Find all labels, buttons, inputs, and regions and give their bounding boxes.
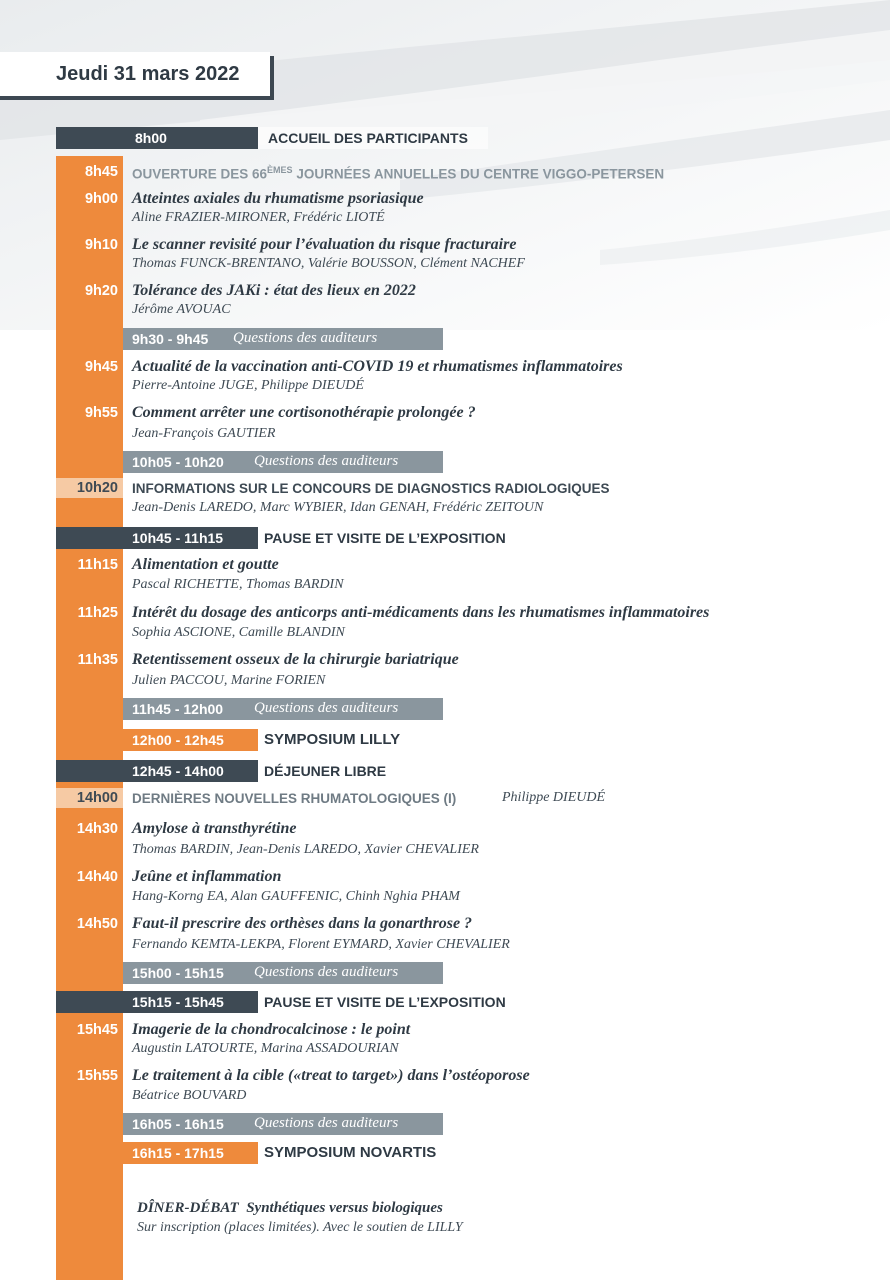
pause-label: PAUSE ET VISITE DE L’EXPOSITION [264,530,506,546]
talk-time: 9h55 [84,405,118,421]
accueil-label: ACCUEIL DES PARTICIPANTS [268,130,468,146]
talk-authors: Sophia ASCIONE, Camille BLANDIN [132,625,345,640]
talk-time: 15h55 [76,1068,118,1084]
news-time: 14h00 [76,790,118,806]
date-header [0,52,270,96]
dinner-title: DÎNER-DÉBAT Synthétiques versus biologiques [137,1200,443,1216]
questions-label: Questions des auditeurs [233,330,378,346]
questions-time: 11h45 - 12h00 [132,701,224,717]
talk-authors: Béatrice BOUVARD [132,1088,247,1103]
talk-authors: Aline FRAZIER-MIRONER, Frédéric LIOTÉ [132,210,385,225]
talk-authors: Pierre-Antoine JUGE, Philippe DIEUDÉ [132,378,364,393]
dinner-note: Sur inscription (places limitées). Avec le soutien de LILLY [137,1220,463,1235]
talk-title: Jeûne et inflammation [132,868,282,885]
talk-title: Actualité de la vaccination anti-COVID 19 et rhumatismes inflammatoires [132,358,623,375]
ouverture-time: 8h45 [84,164,118,180]
questions-time: 10h05 - 10h20 [132,454,224,470]
questions-label: Questions des auditeurs [254,700,399,716]
talk-title: Atteintes axiales du rhumatisme psoriasique [132,190,424,207]
questions-time: 16h05 - 16h15 [132,1116,224,1132]
talk-title: Le traitement à la cible («treat to target») dans l’ostéoporose [132,1067,530,1084]
talk-title: Comment arrêter une cortisonothérapie prolongée ? [132,404,476,421]
talk-time: 9h20 [84,283,118,299]
talk-authors: Julien PACCOU, Marine FORIEN [132,673,326,688]
talk-authors: Augustin LATOURTE, Marina ASSADOURIAN [132,1041,399,1056]
info-time: 10h20 [76,480,118,496]
symposium-time: 12h00 - 12h45 [132,732,224,748]
news-chair: Philippe DIEUDÉ [502,790,606,805]
accueil-time: 8h00 [135,130,167,146]
talk-time: 9h45 [84,359,118,375]
info-label: INFORMATIONS SUR LE CONCOURS DE DIAGNOSTICS RADIOLOGIQUES [132,481,610,496]
time-column [56,156,123,1280]
talk-title: Le scanner revisité pour l’évaluation du risque fracturaire [132,236,517,253]
talk-authors: Fernando KEMTA-LEKPA, Florent EYMARD, Xavier CHEVALIER [132,937,510,952]
talk-authors: Pascal RICHETTE, Thomas BARDIN [132,577,344,592]
talk-time: 14h50 [76,916,118,932]
news-label: DERNIÈRES NOUVELLES RHUMATOLOGIQUES (I) [132,791,457,806]
talk-title: Retentissement osseux de la chirurgie bariatrique [132,651,459,668]
symposium-label: SYMPOSIUM LILLY [264,731,401,748]
pause-time: 15h15 - 15h45 [132,994,224,1010]
talk-time: 14h30 [76,821,118,837]
talk-time: 14h40 [76,869,118,885]
questions-time: 9h30 - 9h45 [132,331,209,347]
talk-title: Faut-il prescrire des orthèses dans la gonarthrose ? [132,915,473,932]
pause-time: 10h45 - 11h15 [132,530,224,546]
talk-time: 9h10 [84,237,118,253]
talk-title: Intérêt du dosage des anticorps anti-médicaments dans les rhumatismes inflammatoires [132,604,710,621]
lunch-time: 12h45 - 14h00 [132,763,224,779]
questions-label: Questions des auditeurs [254,1115,399,1131]
talk-title: Imagerie de la chondrocalcinose : le point [132,1021,411,1038]
questions-label: Questions des auditeurs [254,964,399,980]
talk-title: Alimentation et goutte [132,556,279,573]
talk-authors: Thomas FUNCK-BRENTANO, Valérie BOUSSON, Clément NACHEF [132,256,525,271]
talk-time: 11h25 [77,605,118,621]
date-label: Jeudi 31 mars 2022 [56,63,240,85]
talk-time: 15h45 [76,1022,118,1038]
talk-title: Tolérance des JAKi : état des lieux en 2022 [132,282,416,299]
talk-title: Amylose à transthyrétine [132,820,297,837]
symposium-label: SYMPOSIUM NOVARTIS [264,1144,437,1161]
talk-time: 11h35 [77,652,118,668]
symposium-time: 16h15 - 17h15 [132,1145,224,1161]
info-authors: Jean-Denis LAREDO, Marc WYBIER, Idan GENAH, Frédéric ZEITOUN [132,500,544,515]
talk-authors: Jérôme AVOUAC [132,302,231,317]
talk-time: 9h00 [84,191,118,207]
ouverture-label: OUVERTURE DES 66ÈMES JOURNÉES ANNUELLES DU CENTRE VIGGO-PETERSEN [132,165,665,182]
pause-label: PAUSE ET VISITE DE L’EXPOSITION [264,994,506,1010]
questions-label: Questions des auditeurs [254,453,399,469]
talk-authors: Thomas BARDIN, Jean-Denis LAREDO, Xavier CHEVALIER [132,842,479,857]
questions-time: 15h00 - 15h15 [132,965,224,981]
talk-authors: Jean-François GAUTIER [132,426,276,441]
talk-time: 11h15 [77,557,118,573]
lunch-label: DÉJEUNER LIBRE [264,763,387,779]
talk-authors: Hang-Korng EA, Alan GAUFFENIC, Chinh Nghia PHAM [132,889,460,904]
